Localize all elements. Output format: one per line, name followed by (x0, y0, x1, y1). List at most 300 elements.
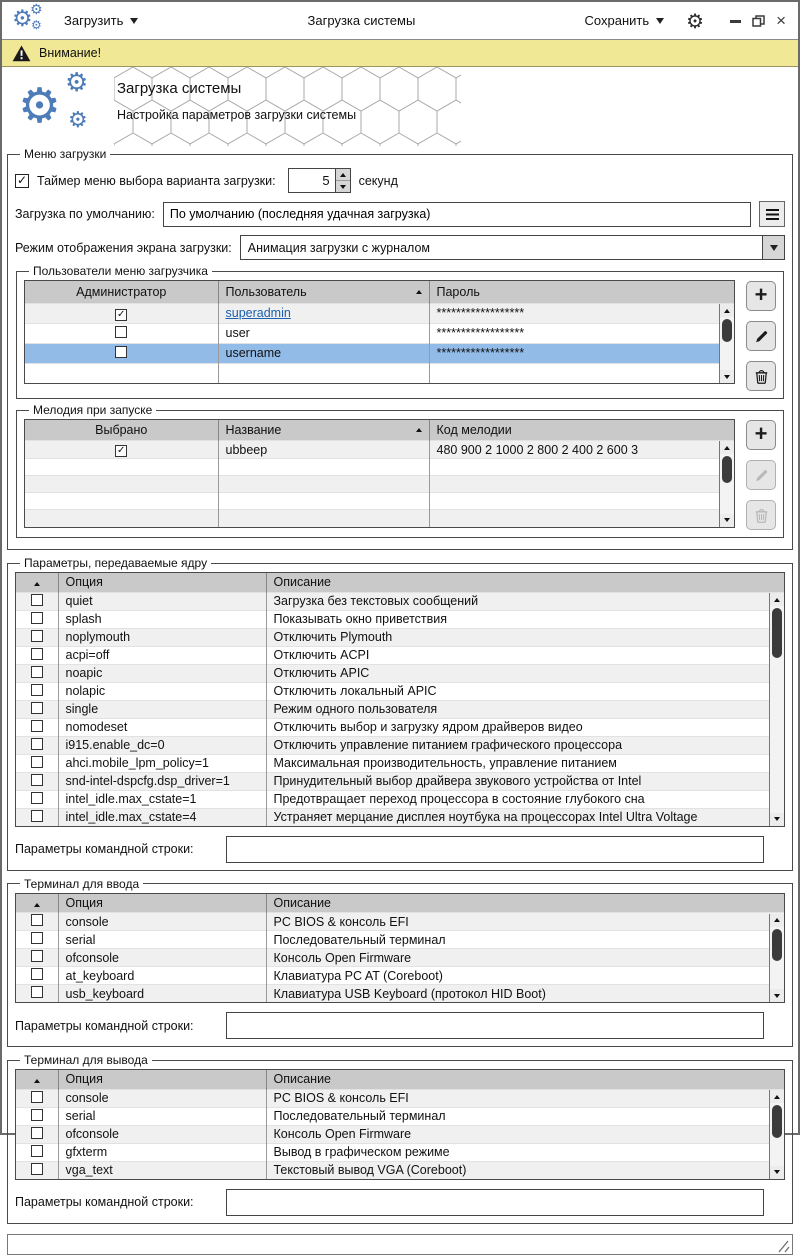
page-header (2, 67, 798, 146)
row-checkbox[interactable] (31, 968, 43, 980)
users-group (16, 264, 784, 399)
terminal-output-cmdline-input[interactable] (226, 1189, 764, 1216)
column-description[interactable]: Описание (266, 894, 784, 913)
gear-icon: ⚙ (18, 82, 61, 130)
row-checkbox[interactable] (31, 1145, 43, 1157)
scrollbar-thumb[interactable] (772, 608, 782, 658)
edit-user-button[interactable] (746, 321, 776, 351)
description-cell: Консоль Open Firmware (266, 949, 784, 967)
name-cell (218, 476, 429, 493)
checkbox-cell (16, 1143, 58, 1161)
option-cell: splash (58, 610, 266, 628)
checkbox-cell (16, 592, 58, 610)
table-row[interactable] (16, 682, 784, 700)
display-mode-dropdown[interactable] (240, 235, 785, 260)
gear-icon: ⚙ (30, 3, 43, 17)
scrollbar-track[interactable] (770, 1103, 784, 1166)
table-row[interactable] (16, 772, 784, 790)
vertical-scrollbar[interactable] (719, 441, 734, 527)
kernel-params-group (7, 556, 793, 871)
checked-cell (25, 510, 218, 527)
spin-down-button[interactable] (336, 181, 350, 192)
terminal-input-group (7, 877, 793, 1048)
chevron-down-icon (130, 18, 138, 24)
password-cell (429, 363, 734, 383)
user-name: user (226, 326, 250, 340)
users-legend: Пользователи меню загрузчика (29, 264, 212, 278)
terminal-input-table (15, 893, 785, 1004)
row-checkbox[interactable] (31, 666, 43, 678)
default-boot-input[interactable] (163, 202, 751, 227)
dropdown-arrow-button[interactable] (762, 236, 784, 259)
option-cell: ofconsole (58, 949, 266, 967)
triangle-up-icon (774, 598, 780, 602)
triangle-down-icon (774, 1170, 780, 1174)
description-cell: Отключить Plymouth (266, 628, 784, 646)
scroll-up-button[interactable] (720, 441, 734, 454)
sort-asc-icon (416, 290, 422, 294)
name-cell: ubbeep (218, 441, 429, 459)
row-checkbox[interactable] (31, 648, 43, 660)
table-header-row (16, 573, 784, 592)
user-cell (218, 363, 429, 383)
row-checkbox[interactable] (31, 612, 43, 624)
melody-legend: Мелодия при запуске (29, 403, 156, 417)
users-table (24, 280, 735, 384)
description-cell: Предотвращает переход процессора в состояние глубокого сна (266, 790, 784, 808)
table-row[interactable] (16, 628, 784, 646)
timer-value: 5 (289, 169, 335, 192)
code-cell (429, 476, 734, 493)
gear-icon: ⚙ (31, 19, 42, 31)
scrollbar-track[interactable] (720, 317, 734, 370)
table-row[interactable] (16, 931, 784, 949)
table-row[interactable] (25, 303, 734, 323)
row-checkbox[interactable] (31, 1109, 43, 1121)
description-cell: PC BIOS & консоль EFI (266, 1089, 784, 1107)
triangle-up-icon (340, 173, 346, 177)
kernel-params-legend: Параметры, передаваемые ядру (20, 556, 211, 570)
terminal-output-table (15, 1069, 785, 1180)
default-boot-label: Загрузка по умолчанию: (15, 207, 155, 221)
column-description[interactable]: Описание (266, 573, 784, 592)
table-header-row (25, 281, 734, 303)
option-cell: nomodeset (58, 718, 266, 736)
scroll-down-button[interactable] (770, 1166, 784, 1179)
trash-icon (754, 368, 769, 384)
table-row[interactable] (16, 646, 784, 664)
vertical-scrollbar[interactable] (719, 304, 734, 383)
table-row[interactable] (16, 790, 784, 808)
table-row[interactable] (25, 343, 734, 363)
spin-up-button[interactable] (336, 169, 350, 181)
option-cell: acpi=off (58, 646, 266, 664)
checkbox-cell (16, 967, 58, 985)
kernel-cmdline-input[interactable] (226, 836, 764, 863)
header-hexagon-banner (114, 67, 461, 146)
terminal-input-cmdline-row (15, 1012, 785, 1039)
default-boot-menu-button[interactable] (759, 201, 785, 227)
column-option[interactable]: Опция (58, 1070, 266, 1089)
table-row[interactable] (16, 718, 784, 736)
kernel-params-table (15, 572, 785, 827)
scrollbar-track[interactable] (720, 454, 734, 514)
gear-icon: ⚙ (65, 70, 88, 96)
column-password[interactable]: Пароль (429, 281, 734, 303)
display-mode-label: Режим отображения экрана загрузки: (15, 241, 232, 255)
gear-icon: ⚙ (68, 110, 88, 132)
warning-triangle-icon (12, 45, 31, 62)
user-link[interactable]: superadmin (226, 306, 291, 320)
option-cell: at_keyboard (58, 967, 266, 985)
scroll-up-button[interactable] (770, 1090, 784, 1103)
checkbox-cell (16, 610, 58, 628)
resize-grip[interactable] (775, 1240, 790, 1253)
column-sort[interactable] (16, 1070, 58, 1089)
timer-label: Таймер меню выбора варианта загрузки: (37, 174, 276, 188)
timer-spinner[interactable] (288, 168, 351, 193)
timer-unit-label: секунд (359, 174, 398, 188)
admin-checkbox-cell (25, 363, 218, 383)
cmdline-label: Параметры командной строки: (15, 842, 218, 856)
table-row[interactable] (16, 700, 784, 718)
display-mode-row (15, 235, 785, 260)
scrollbar-thumb[interactable] (772, 1105, 782, 1138)
description-cell: Последовательный терминал (266, 931, 784, 949)
triangle-down-icon (724, 375, 730, 379)
option-cell: intel_idle.max_cstate=1 (58, 790, 266, 808)
code-cell: 480 900 2 1000 2 800 2 400 2 600 3 (429, 441, 734, 459)
option-cell: nolapic (58, 682, 266, 700)
terminal-output-group (7, 1053, 793, 1224)
minimize-button[interactable] (730, 20, 741, 23)
option-cell: serial (58, 1107, 266, 1125)
row-checkbox[interactable] (31, 1127, 43, 1139)
warning-text: Внимание! (39, 46, 101, 60)
row-checkbox[interactable] (31, 756, 43, 768)
checkbox-cell (16, 718, 58, 736)
option-cell: quiet (58, 592, 266, 610)
table-header-row (16, 894, 784, 913)
code-cell (429, 493, 734, 510)
option-cell: ofconsole (58, 1125, 266, 1143)
user-cell (218, 343, 429, 363)
checkbox-cell (16, 682, 58, 700)
column-sort[interactable] (16, 573, 58, 592)
table-row-empty (25, 459, 734, 476)
header-gears-icon (18, 70, 114, 144)
option-cell: snd-intel-dspcfg.dsp_driver=1 (58, 772, 266, 790)
checkbox-cell (16, 628, 58, 646)
app-logo-gears-icon (12, 5, 50, 37)
gear-icon: ⚙ (12, 8, 33, 31)
scroll-down-button[interactable] (770, 813, 784, 826)
scrollbar-thumb[interactable] (722, 319, 732, 342)
checkbox-cell (16, 646, 58, 664)
trash-icon (754, 507, 769, 523)
description-cell: Загрузка без текстовых сообщений (266, 592, 784, 610)
code-cell (429, 510, 734, 527)
scroll-down-button[interactable] (720, 370, 734, 383)
load-menu-button[interactable] (64, 13, 138, 28)
chevron-down-icon (656, 18, 664, 24)
option-cell: usb_keyboard (58, 985, 266, 1003)
table-row-empty (25, 510, 734, 527)
table-row[interactable] (16, 967, 784, 985)
table-row-empty (25, 493, 734, 510)
column-sort[interactable] (16, 894, 58, 913)
option-cell: gfxterm (58, 1143, 266, 1161)
row-checkbox[interactable] (31, 594, 43, 606)
users-actions (746, 280, 776, 391)
add-user-button[interactable]: + (746, 281, 776, 311)
user-name: username (226, 346, 282, 360)
row-checkbox[interactable] (31, 792, 43, 804)
pencil-icon (754, 329, 769, 344)
window-controls (730, 12, 786, 29)
option-cell: serial (58, 931, 266, 949)
description-cell: Режим одного пользователя (266, 700, 784, 718)
restore-button[interactable] (752, 15, 765, 27)
status-bar (7, 1234, 793, 1255)
admin-checkbox-cell (25, 343, 218, 363)
scroll-up-button[interactable] (770, 914, 784, 927)
page-title: Загрузка системы (117, 80, 356, 97)
terminal-input-legend: Терминал для ввода (20, 877, 143, 891)
code-cell (429, 459, 734, 476)
triangle-down-icon (724, 518, 730, 522)
option-cell: console (58, 913, 266, 931)
display-mode-value: Анимация загрузки с журналом (241, 241, 762, 255)
melody-table (24, 419, 735, 528)
description-cell: Принудительный выбор драйвера звукового устройства от Intel (266, 772, 784, 790)
checkbox-cell (16, 1125, 58, 1143)
column-option[interactable]: Опция (58, 573, 266, 592)
melody-actions (746, 419, 776, 530)
checkbox-cell (16, 931, 58, 949)
hamburger-icon (766, 209, 779, 220)
boot-menu-legend: Меню загрузки (20, 147, 110, 161)
description-cell: Отключить APIC (266, 664, 784, 682)
pencil-icon (754, 468, 769, 483)
row-checkbox[interactable] (31, 738, 43, 750)
titlebar (2, 2, 798, 40)
row-checkbox[interactable] (31, 630, 43, 642)
option-cell: vga_text (58, 1161, 266, 1179)
row-checkbox[interactable] (115, 326, 127, 338)
table-header-row (16, 1070, 784, 1089)
delete-melody-button (746, 500, 776, 530)
column-description[interactable]: Описание (266, 1070, 784, 1089)
name-cell (218, 459, 429, 476)
table-row[interactable] (16, 985, 784, 1003)
table-row[interactable] (16, 592, 784, 610)
row-checkbox[interactable] (31, 702, 43, 714)
row-checkbox[interactable] (31, 810, 43, 822)
column-code[interactable]: Код мелодии (429, 420, 734, 441)
table-header-row (25, 420, 734, 441)
checkbox-cell (16, 949, 58, 967)
admin-checkbox-cell (25, 303, 218, 323)
checkbox-cell (16, 1161, 58, 1179)
add-melody-button[interactable]: + (746, 420, 776, 450)
scroll-up-button[interactable] (720, 304, 734, 317)
column-user[interactable]: Пользователь (218, 281, 429, 303)
password-cell: ****************** (429, 343, 734, 363)
delete-user-button[interactable] (746, 361, 776, 391)
scroll-up-button[interactable] (770, 593, 784, 606)
vertical-scrollbar[interactable] (769, 593, 784, 826)
scrollbar-thumb[interactable] (772, 929, 782, 962)
load-menu-label: Загрузить (64, 13, 123, 28)
table-row[interactable] (16, 808, 784, 826)
column-option[interactable]: Опция (58, 894, 266, 913)
checkbox-cell (16, 664, 58, 682)
password-cell: ****************** (429, 323, 734, 343)
option-cell: intel_idle.max_cstate=4 (58, 808, 266, 826)
password-cell: ****************** (429, 303, 734, 323)
edit-melody-button (746, 460, 776, 490)
table-row[interactable] (16, 1161, 784, 1179)
name-cell (218, 493, 429, 510)
row-checkbox[interactable] (115, 346, 127, 358)
column-name[interactable]: Название (218, 420, 429, 441)
scrollbar-thumb[interactable] (722, 456, 732, 483)
scroll-down-button[interactable] (770, 989, 784, 1002)
checked-cell (25, 441, 218, 459)
option-cell: console (58, 1089, 266, 1107)
triangle-down-icon (774, 817, 780, 821)
triangle-up-icon (724, 309, 730, 313)
row-checkbox[interactable] (31, 914, 43, 926)
vertical-scrollbar[interactable] (769, 1090, 784, 1179)
table-row[interactable] (16, 610, 784, 628)
checkbox-cell (16, 985, 58, 1003)
save-menu-button[interactable] (585, 13, 665, 28)
boot-menu-group (7, 147, 793, 550)
sort-asc-icon (34, 582, 40, 586)
description-cell: Показывать окно приветствия (266, 610, 784, 628)
description-cell: Отключить локальный APIC (266, 682, 784, 700)
column-checked[interactable]: Выбрано (25, 420, 218, 441)
checkbox-cell (16, 736, 58, 754)
terminal-input-cmdline-input[interactable] (226, 1012, 764, 1039)
option-cell: i915.enable_dc=0 (58, 736, 266, 754)
window-title: Загрузка системы (138, 13, 584, 28)
name-cell (218, 510, 429, 527)
description-cell: Устраняет мерцание дисплея ноутбука на процессорах Intel Ultra Voltage (266, 808, 784, 826)
sort-asc-icon (34, 1079, 40, 1083)
checked-cell (25, 476, 218, 493)
table-row[interactable] (16, 664, 784, 682)
admin-checkbox-cell (25, 323, 218, 343)
terminal-output-cmdline-row (15, 1189, 785, 1216)
checkbox-cell (16, 1107, 58, 1125)
option-cell: noapic (58, 664, 266, 682)
description-cell: Вывод в графическом режиме (266, 1143, 784, 1161)
user-cell (218, 323, 429, 343)
table-row[interactable] (16, 949, 784, 967)
timer-checkbox[interactable]: ✓ (15, 174, 29, 188)
table-row[interactable] (16, 1125, 784, 1143)
table-row[interactable] (25, 323, 734, 343)
melody-group (16, 403, 784, 538)
vertical-scrollbar[interactable] (769, 914, 784, 1003)
triangle-up-icon (774, 1095, 780, 1099)
description-cell: Последовательный терминал (266, 1107, 784, 1125)
sort-asc-icon (416, 428, 422, 432)
scrollbar-track[interactable] (770, 606, 784, 813)
option-cell: noplymouth (58, 628, 266, 646)
triangle-down-icon (340, 185, 346, 189)
description-cell: Отключить выбор и загрузку ядром драйверов видео (266, 718, 784, 736)
row-checkbox[interactable] (31, 1163, 43, 1175)
column-admin[interactable]: Администратор (25, 281, 218, 303)
default-boot-row (15, 201, 785, 227)
scrollbar-track[interactable] (770, 927, 784, 990)
table-row[interactable] (16, 1107, 784, 1125)
scroll-down-button[interactable] (720, 514, 734, 527)
triangle-up-icon (774, 918, 780, 922)
row-checkbox[interactable] (31, 720, 43, 732)
table-row-empty (25, 476, 734, 493)
timer-row (15, 168, 785, 193)
checkbox-cell (16, 808, 58, 826)
settings-gear-icon[interactable]: ⚙ (686, 11, 704, 31)
checkbox-cell (16, 754, 58, 772)
sort-asc-icon (34, 903, 40, 907)
row-checkbox[interactable] (31, 684, 43, 696)
checked-cell (25, 493, 218, 510)
user-cell (218, 303, 429, 323)
row-checkbox[interactable] (31, 950, 43, 962)
description-cell: Текстовый вывод VGA (Coreboot) (266, 1161, 784, 1179)
description-cell: Консоль Open Firmware (266, 1125, 784, 1143)
row-checkbox[interactable] (31, 932, 43, 944)
table-row-empty (25, 363, 734, 383)
table-row[interactable] (16, 736, 784, 754)
kernel-cmdline-row (15, 836, 785, 863)
option-cell: single (58, 700, 266, 718)
page-subtitle: Настройка параметров загрузки системы (117, 108, 356, 122)
table-row[interactable] (16, 913, 784, 931)
description-cell: Отключить ACPI (266, 646, 784, 664)
description-cell: Клавиатура USB Keyboard (протокол HID Boot) (266, 985, 784, 1003)
row-checkbox[interactable] (31, 1091, 43, 1103)
row-checkbox[interactable] (31, 774, 43, 786)
chevron-down-icon (770, 245, 778, 251)
option-cell: ahci.mobile_lpm_policy=1 (58, 754, 266, 772)
row-checkbox[interactable]: ✓ (115, 445, 127, 457)
checkbox-cell (16, 700, 58, 718)
checkbox-cell (16, 772, 58, 790)
checked-cell (25, 459, 218, 476)
triangle-up-icon (724, 446, 730, 450)
table-row[interactable] (16, 1089, 784, 1107)
table-row[interactable] (16, 754, 784, 772)
row-checkbox[interactable] (31, 986, 43, 998)
description-cell: Клавиатура PC AT (Coreboot) (266, 967, 784, 985)
warning-bar (2, 40, 798, 67)
description-cell: Максимальная производительность, управление питанием (266, 754, 784, 772)
description-cell: PC BIOS & консоль EFI (266, 913, 784, 931)
checkbox-cell (16, 1089, 58, 1107)
row-checkbox[interactable]: ✓ (115, 309, 127, 321)
table-row[interactable] (25, 441, 734, 459)
table-row[interactable] (16, 1143, 784, 1161)
close-button[interactable]: × (776, 12, 786, 29)
save-menu-label: Сохранить (585, 13, 650, 28)
